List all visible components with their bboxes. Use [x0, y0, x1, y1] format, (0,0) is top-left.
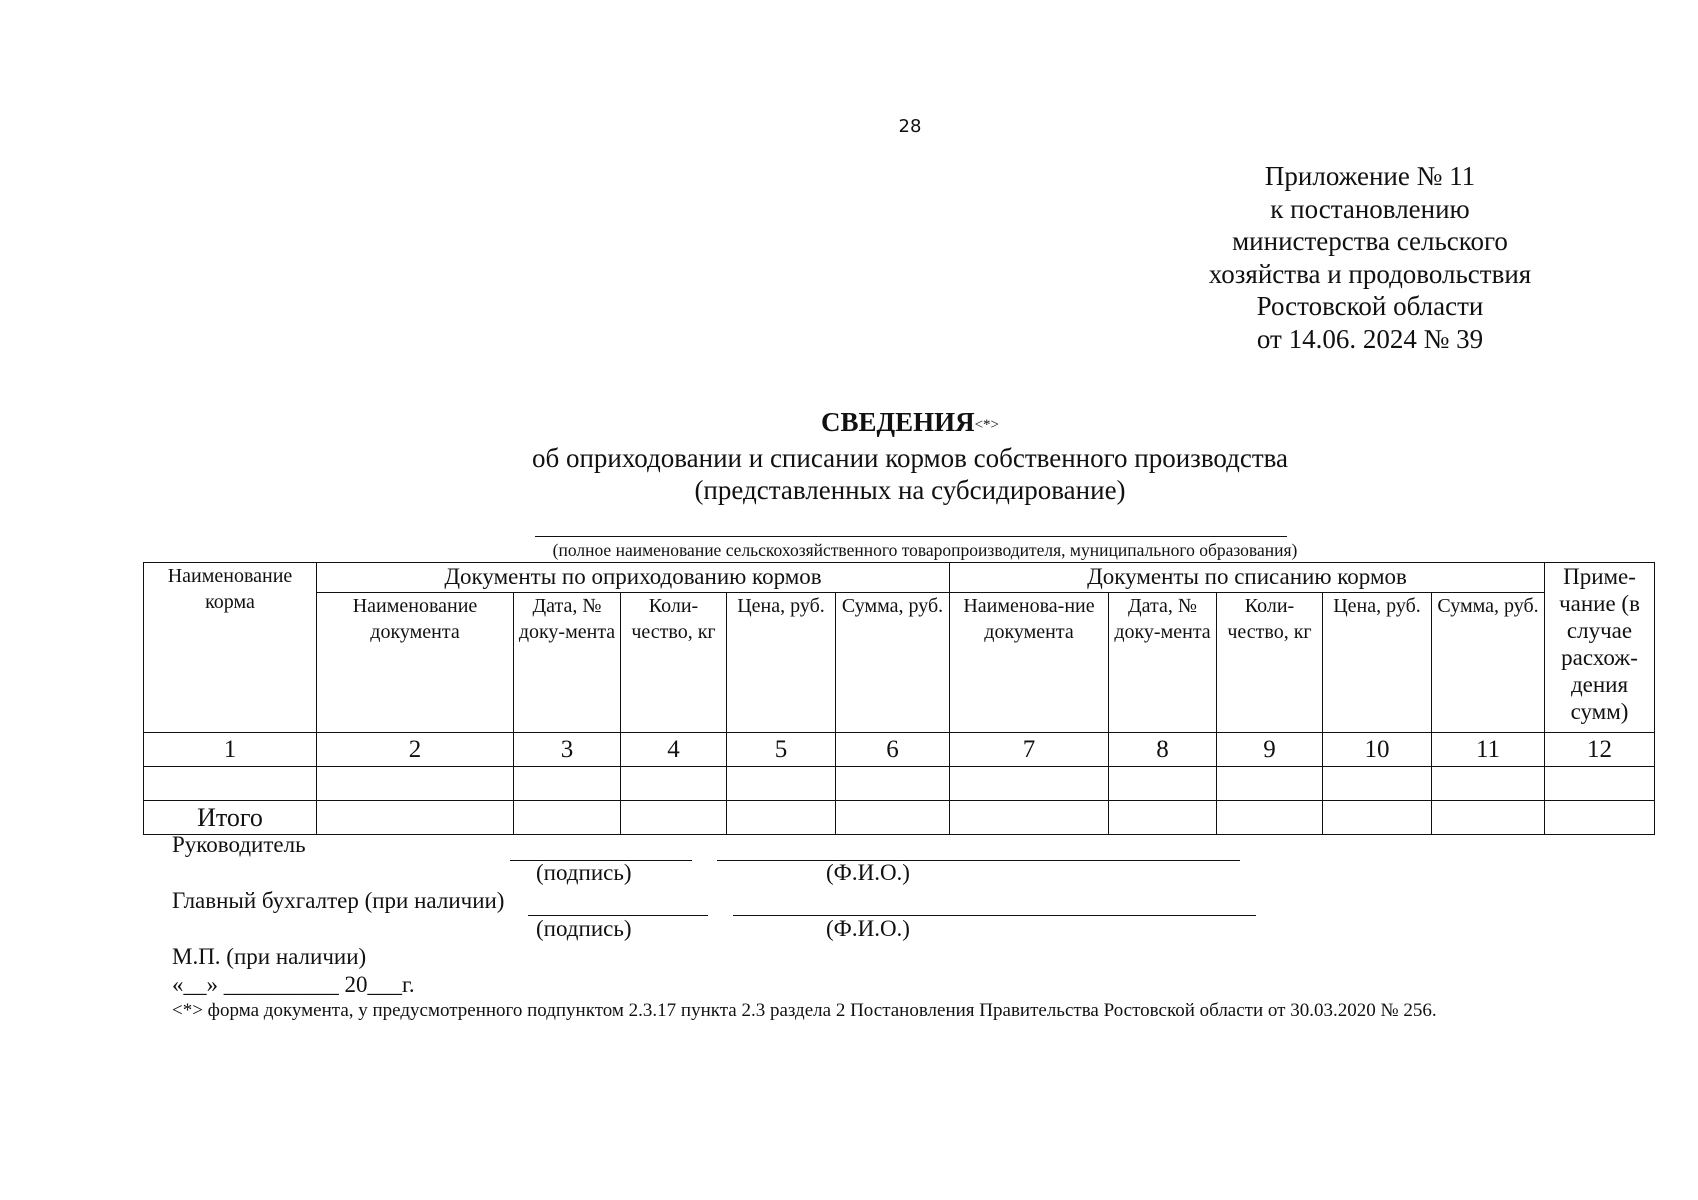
producer-caption: (полное наименование сельскохозяйственного товаропроизводителя, муниципального образования)	[552, 540, 1298, 560]
stamp-label: М.П. (при наличии)	[172, 944, 367, 969]
header-income-doc-name: Наименование документа	[317, 593, 514, 733]
page-number: 28	[898, 116, 922, 137]
document-title	[300, 405, 1520, 506]
table-cell[interactable]	[1545, 767, 1655, 801]
head-name-caption: (Ф.И.О.)	[826, 860, 910, 885]
column-number: 10	[1323, 733, 1432, 767]
date-line: «__» __________ 20___г.	[172, 972, 415, 997]
table-cell[interactable]	[1432, 801, 1545, 835]
header-income-group: Документы по оприходованию кормов	[317, 563, 950, 593]
column-number: 11	[1432, 733, 1545, 767]
column-number: 2	[317, 733, 514, 767]
title-main-line	[300, 405, 1520, 442]
head-name-line[interactable]	[717, 860, 1240, 861]
table-cell[interactable]	[836, 767, 950, 801]
column-number: 4	[621, 733, 727, 767]
producer-name-line	[535, 536, 1287, 537]
header-writeoff-group: Документы по списанию кормов	[950, 563, 1545, 593]
title-subtitle-2: (представленных на субсидирование)	[694, 475, 1126, 505]
appendix-line: к постановлению	[1270, 193, 1470, 224]
header-row-columns	[144, 593, 1655, 733]
table-cell[interactable]	[950, 767, 1109, 801]
appendix-block	[1170, 160, 1570, 355]
column-number: 5	[727, 733, 836, 767]
column-number-row	[144, 733, 1655, 767]
appendix-line: Ростовской области	[1256, 291, 1484, 321]
table-cell[interactable]	[621, 801, 727, 835]
appendix-line: хозяйства и продовольствия	[1208, 258, 1532, 289]
total-label: Итого	[144, 801, 317, 835]
table-cell[interactable]	[727, 767, 836, 801]
table-cell[interactable]	[621, 767, 727, 801]
header-writeoff-sum: Сумма, руб.	[1432, 593, 1545, 733]
column-number: 1	[144, 733, 317, 767]
table-cell[interactable]	[1323, 767, 1432, 801]
column-number: 6	[836, 733, 950, 767]
header-income-price: Цена, руб.	[727, 593, 836, 733]
appendix-line: министерства сельского	[1232, 226, 1508, 256]
header-note: Приме-чание (в случае расхож-дения сумм)	[1545, 563, 1655, 733]
header-income-doc-date: Дата, № доку-мента	[514, 593, 621, 733]
table-cell[interactable]	[836, 801, 950, 835]
header-income-sum: Сумма, руб.	[836, 593, 950, 733]
title-main: СВЕДЕНИЯ	[820, 407, 975, 437]
header-writeoff-doc-name: Наименова-ние документа	[950, 593, 1109, 733]
table-cell[interactable]	[950, 801, 1109, 835]
header-writeoff-doc-date: Дата, № доку-мента	[1109, 593, 1217, 733]
chief-signature-caption: (подпись)	[536, 916, 632, 941]
header-writeoff-quantity: Коли-чество, кг	[1217, 593, 1323, 733]
chief-accountant-label: Главный бухгалтер (при наличии)	[172, 888, 505, 913]
header-writeoff-price: Цена, руб.	[1323, 593, 1432, 733]
head-label: Руководитель	[172, 832, 306, 857]
header-income-quantity: Коли-чество, кг	[621, 593, 727, 733]
table-cell[interactable]	[514, 801, 621, 835]
footnote: <*> форма документа, у предусмотренного подпунктом 2.3.17 пункта 2.3 раздела 2 Постановления Правительства Ростовской области от 30.03.2020 № 256.	[172, 1000, 1437, 1021]
appendix-line: Приложение № 11	[1264, 161, 1476, 191]
chief-name-line[interactable]	[733, 915, 1256, 916]
table-cell[interactable]	[1217, 801, 1323, 835]
table-cell[interactable]	[144, 767, 317, 801]
title-subtitle-1: об оприходовании и списании кормов собственного производства	[531, 443, 1289, 473]
title-footnote-mark: <*>	[974, 417, 1000, 433]
column-number: 8	[1109, 733, 1217, 767]
header-row-groups	[144, 563, 1655, 593]
column-number: 7	[950, 733, 1109, 767]
table-cell[interactable]	[1432, 767, 1545, 801]
table-cell[interactable]	[1109, 767, 1217, 801]
total-row	[144, 801, 1655, 835]
table-cell[interactable]	[727, 801, 836, 835]
column-number: 3	[514, 733, 621, 767]
table-cell[interactable]	[514, 767, 621, 801]
column-number: 12	[1545, 733, 1655, 767]
table-cell[interactable]	[317, 767, 514, 801]
head-signature-caption: (подпись)	[536, 860, 632, 885]
table-cell[interactable]	[1217, 767, 1323, 801]
chief-name-caption: (Ф.И.О.)	[826, 916, 910, 941]
column-number: 9	[1217, 733, 1323, 767]
data-row-empty	[144, 767, 1655, 801]
table-cell[interactable]	[1545, 801, 1655, 835]
appendix-line: от 14.06. 2024 № 39	[1256, 323, 1484, 354]
table-cell[interactable]	[1109, 801, 1217, 835]
table-cell[interactable]	[1323, 801, 1432, 835]
header-feed-name: Наименование корма	[144, 563, 317, 733]
feed-table	[143, 562, 1655, 835]
table-cell[interactable]	[317, 801, 514, 835]
